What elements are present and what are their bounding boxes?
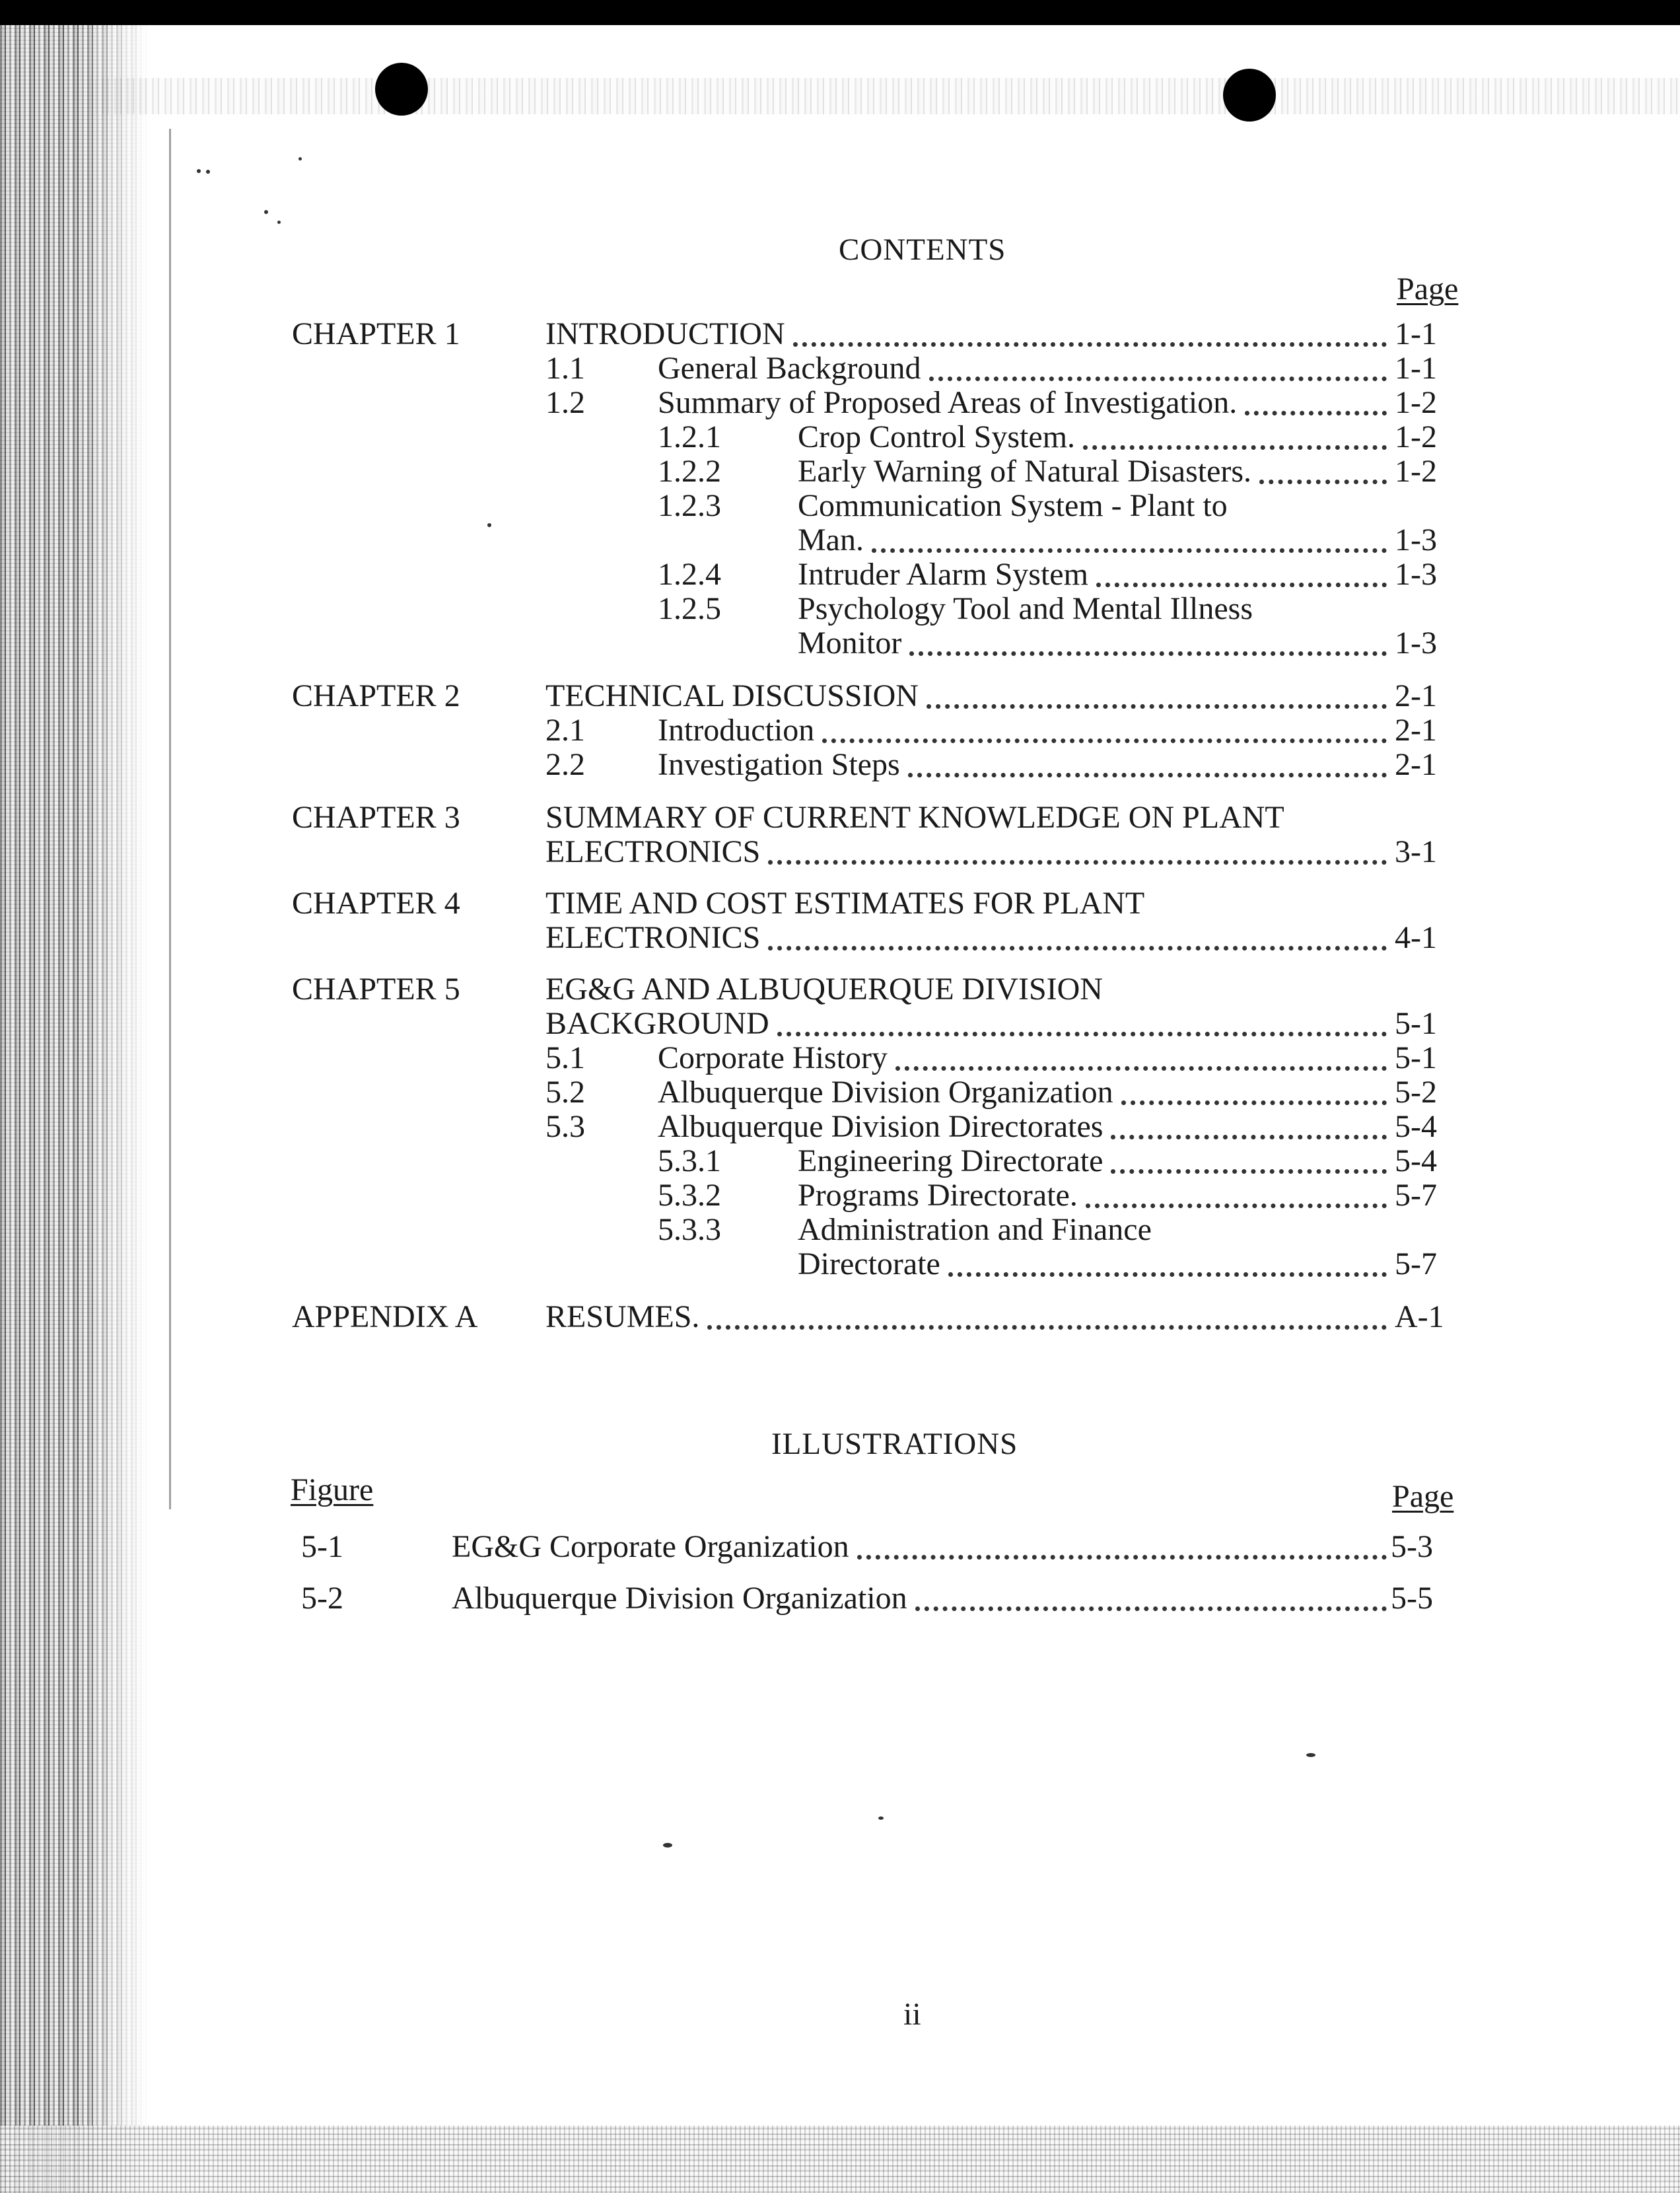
chapter-page-number: 1-1 <box>1395 316 1437 351</box>
dot-leader <box>1086 1204 1387 1208</box>
dot-leader <box>1111 1169 1387 1174</box>
chapter-title: RESUMES. <box>545 1299 700 1334</box>
chapter-page-number: 3-1 <box>1395 834 1437 869</box>
section-number: 1.2.3 <box>658 488 721 523</box>
chapter-page-number: 4-1 <box>1395 920 1437 955</box>
section-title: General Background <box>658 351 921 386</box>
chapter-page-number: 5-1 <box>1395 1006 1437 1041</box>
dot-leader <box>1245 411 1387 415</box>
dot-leader <box>915 1606 1387 1611</box>
dot-leader <box>1111 1135 1387 1139</box>
section-page-number: 1-3 <box>1395 626 1437 661</box>
dot-leader <box>1121 1100 1387 1105</box>
dot-leader <box>857 1555 1387 1560</box>
section-title: Albuquerque Division Organization <box>658 1075 1113 1110</box>
section-title: Albuquerque Division Directorates <box>658 1109 1103 1144</box>
chapter-title: TECHNICAL DISCUSSION <box>545 678 919 713</box>
section-number: 5.3.2 <box>658 1178 721 1213</box>
chapter-title: ELECTRONICS <box>545 920 761 955</box>
figure-title: Albuquerque Division Organization <box>452 1581 907 1616</box>
section-page-number: 1-2 <box>1395 419 1437 454</box>
section-page-number: 5-4 <box>1395 1109 1437 1144</box>
section-title: Intruder Alarm System <box>798 557 1088 592</box>
section-title: Directorate <box>798 1246 940 1281</box>
section-page-number: 1-2 <box>1395 385 1437 420</box>
section-title: Psychology Tool and Mental Illness <box>798 591 1253 626</box>
section-page-number: 5-7 <box>1395 1178 1437 1213</box>
section-title: Introduction <box>658 713 815 748</box>
section-number: 1.1 <box>545 351 585 386</box>
chapter-page-number: A-1 <box>1395 1299 1444 1334</box>
dot-leader <box>793 342 1387 347</box>
section-number: 1.2 <box>545 385 585 420</box>
chapter-title: TIME AND COST ESTIMATES FOR PLANT <box>545 886 1145 921</box>
section-title: Investigation Steps <box>658 747 900 782</box>
page-number: ii <box>903 1997 921 2032</box>
figure-title: EG&G Corporate Organization <box>452 1529 849 1564</box>
section-title: Engineering Directorate <box>798 1143 1103 1178</box>
chapter-title: BACKGROUND <box>545 1006 769 1041</box>
chapter-label: APPENDIX A <box>292 1299 478 1334</box>
section-page-number: 1-2 <box>1395 454 1437 489</box>
dot-leader <box>768 860 1387 865</box>
figure-header: Figure <box>291 1472 374 1507</box>
section-page-number: 5-1 <box>1395 1040 1437 1075</box>
chapter-label: CHAPTER 1 <box>292 316 460 351</box>
section-title: Administration and Finance <box>798 1212 1152 1247</box>
section-title: Programs Directorate. <box>798 1178 1078 1213</box>
illustrations-page-header: Page <box>1392 1479 1454 1514</box>
section-title: Early Warning of Natural Disasters. <box>798 454 1252 489</box>
section-title: Summary of Proposed Areas of Investigation. <box>658 385 1238 420</box>
section-number: 2.1 <box>545 713 585 748</box>
figure-page-number: 5-3 <box>1391 1529 1433 1564</box>
illustrations-title: ILLUSTRATIONS <box>771 1427 1018 1461</box>
section-number: 1.2.2 <box>658 454 721 489</box>
dot-leader <box>909 651 1387 656</box>
section-title: Corporate History <box>658 1040 888 1075</box>
section-number: 5.3 <box>545 1109 585 1144</box>
chapter-title: ELECTRONICS <box>545 834 761 869</box>
section-page-number: 5-7 <box>1395 1246 1437 1281</box>
section-page-number: 1-3 <box>1395 557 1437 592</box>
dot-leader <box>927 704 1387 709</box>
dot-leader <box>908 773 1387 777</box>
section-number: 5.3.1 <box>658 1143 721 1178</box>
section-number: 5.2 <box>545 1075 585 1110</box>
dot-leader <box>948 1272 1387 1277</box>
figure-number: 5-1 <box>301 1529 343 1564</box>
section-number: 1.2.4 <box>658 557 721 592</box>
section-title: Crop Control System. <box>798 419 1076 454</box>
dot-leader <box>777 1032 1387 1036</box>
figure-number: 5-2 <box>301 1581 343 1616</box>
dot-leader <box>872 548 1387 553</box>
chapter-label: CHAPTER 3 <box>292 800 460 835</box>
section-number: 1.2.5 <box>658 591 721 626</box>
section-number: 1.2.1 <box>658 419 721 454</box>
section-number: 5.1 <box>545 1040 585 1075</box>
dot-leader <box>707 1325 1387 1330</box>
section-title: Communication System - Plant to <box>798 488 1228 523</box>
dot-leader <box>1083 445 1387 450</box>
contents-page-header: Page <box>1397 271 1459 306</box>
section-page-number: 1-1 <box>1395 351 1437 386</box>
section-page-number: 5-2 <box>1395 1075 1437 1110</box>
chapter-title: INTRODUCTION <box>545 316 785 351</box>
dot-leader <box>1096 583 1387 587</box>
dot-leader <box>929 377 1387 381</box>
chapter-label: CHAPTER 2 <box>292 678 460 713</box>
section-page-number: 2-1 <box>1395 713 1437 748</box>
dot-leader <box>1259 480 1387 484</box>
chapter-title: SUMMARY OF CURRENT KNOWLEDGE ON PLANT <box>545 800 1284 835</box>
dot-leader <box>822 738 1387 743</box>
dot-leader <box>895 1066 1387 1071</box>
section-page-number: 2-1 <box>1395 747 1437 782</box>
dot-leader <box>768 946 1387 951</box>
section-number: 2.2 <box>545 747 585 782</box>
figure-page-number: 5-5 <box>1391 1581 1433 1616</box>
chapter-label: CHAPTER 4 <box>292 886 460 921</box>
section-number: 5.3.3 <box>658 1212 721 1247</box>
chapter-page-number: 2-1 <box>1395 678 1437 713</box>
section-title: Monitor <box>798 626 902 661</box>
chapter-label: CHAPTER 5 <box>292 972 460 1007</box>
section-page-number: 5-4 <box>1395 1143 1437 1178</box>
contents-title: CONTENTS <box>839 233 1006 267</box>
section-title: Man. <box>798 522 864 557</box>
section-page-number: 1-3 <box>1395 522 1437 557</box>
chapter-title: EG&G AND ALBUQUERQUE DIVISION <box>545 972 1103 1007</box>
